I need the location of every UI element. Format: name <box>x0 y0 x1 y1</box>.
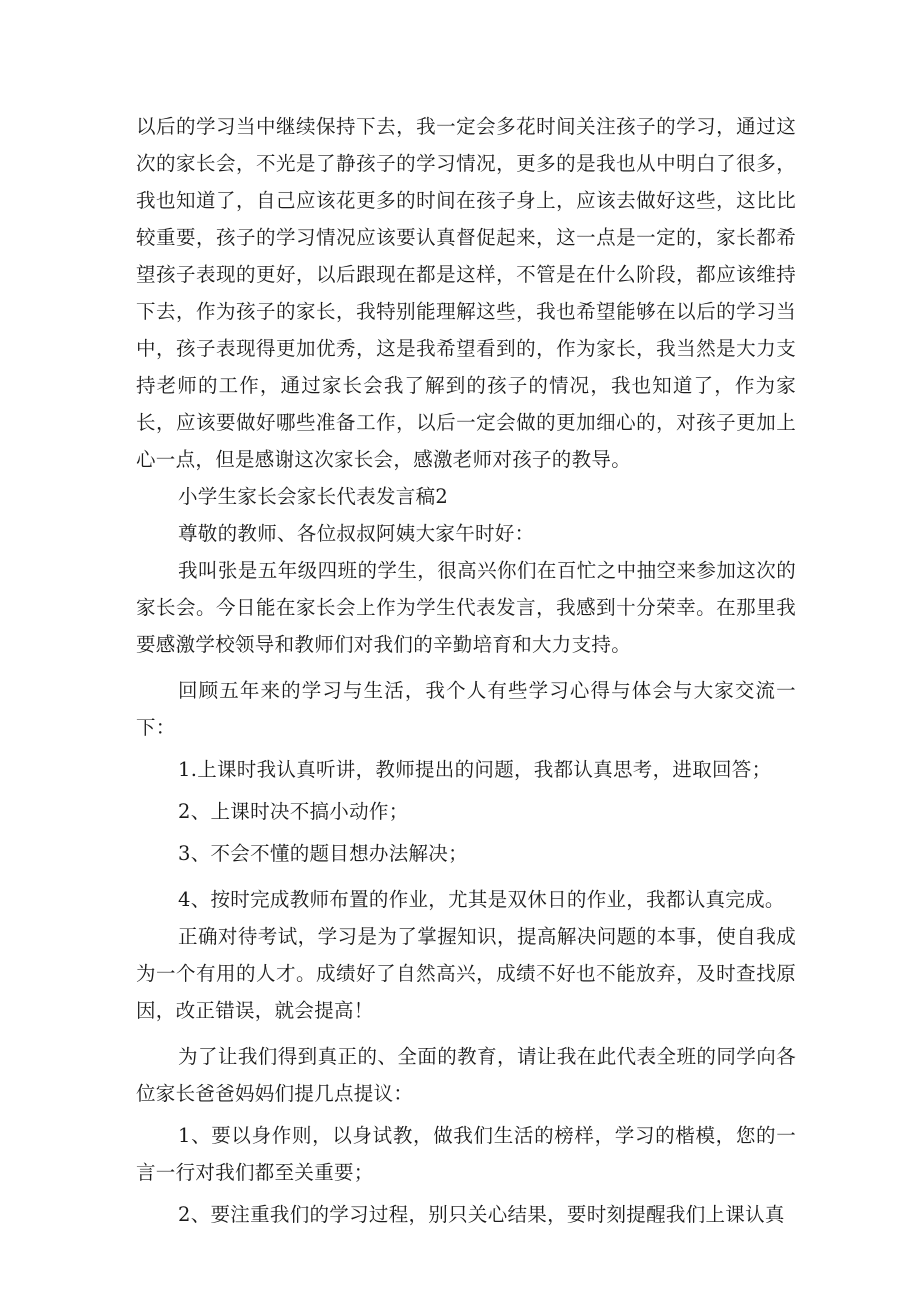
suggestion-item-process: 2、要注重我们的学习过程，别只关心结果，要时刻提醒我们上课认真 <box>178 1203 785 1226</box>
list-item-listen: 1.上课时我认真听讲，教师提出的问题，我都认真思考，进取回答； <box>178 758 772 781</box>
paragraph-exams: 正确对待考试，学习是为了掌握知识，提高解决问题的本事，使自我成为一个有用的人才。成绩好了自然高兴，成绩不好也不能放弃，及时查找原因，改正错误，就会提高！ <box>136 925 796 1022</box>
intro-paragraph: 以后的学习当中继续保持下去，我一定会多花时间关注孩子的学习，通过这次的家长会，不光是了静孩子的学习情况，更多的是我也从中明白了很多，我也知道了，自己应该花更多的时间在孩子身上，应该去做好这些，这比比较重要，孩子的学习情况应该要认真督促起来，这一点是一定的，家长都希望孩子表现的更好，以后跟现在都是这样，不管是在什么阶段，都应该维持下去，作为孩子的家长，我特别能理解这些，我也希望能够在以后的学习当中，孩子表现得更加优秀，这是我希望看到的，作为家长，我当然是大力支持老师的工作，通过家长会我了解到的孩子的情况，我也知道了，作为家长，应该要做好哪些准备工作，以后一定会做的更加细心的，对孩子更加上心一点，但是感谢这次家长会，感激老师对孩子的教导。 <box>136 115 796 471</box>
paragraph-suggestions-intro: 为了让我们得到真正的、全面的教育，请让我在此代表全班的同学向各位家长爸爸妈妈们提几点提议： <box>136 1045 796 1105</box>
list-item-homework: 4、按时完成教师布置的作业，尤其是双休日的作业，我都认真完成。 <box>178 888 785 911</box>
document-page <box>136 108 796 1233</box>
section-title: 小学生家长会家长代表发言稿2 <box>178 485 449 508</box>
paragraph-review: 回顾五年来的学习与生活，我个人有些学习心得与体会与大家交流一下： <box>136 679 796 739</box>
list-item-solve-problems: 3、不会不懂的题目想办法解决； <box>178 842 468 865</box>
paragraph-self-intro: 我叫张是五年级四班的学生，很高兴你们在百忙之中抽空来参加这次的家长会。今日能在家长会上作为学生代表发言，我感到十分荣幸。在那里我要感激学校领导和教师们对我们的辛勤培育和大力支持。 <box>136 559 796 656</box>
greeting: 尊敬的教师、各位叔叔阿姨大家午时好： <box>178 522 535 545</box>
suggestion-item-role-model: 1、要以身作则，以身试教，做我们生活的榜样，学习的楷模，您的一言一行对我们都至关重要； <box>136 1124 796 1184</box>
list-item-no-distraction: 2、上课时决不搞小动作； <box>178 800 409 823</box>
